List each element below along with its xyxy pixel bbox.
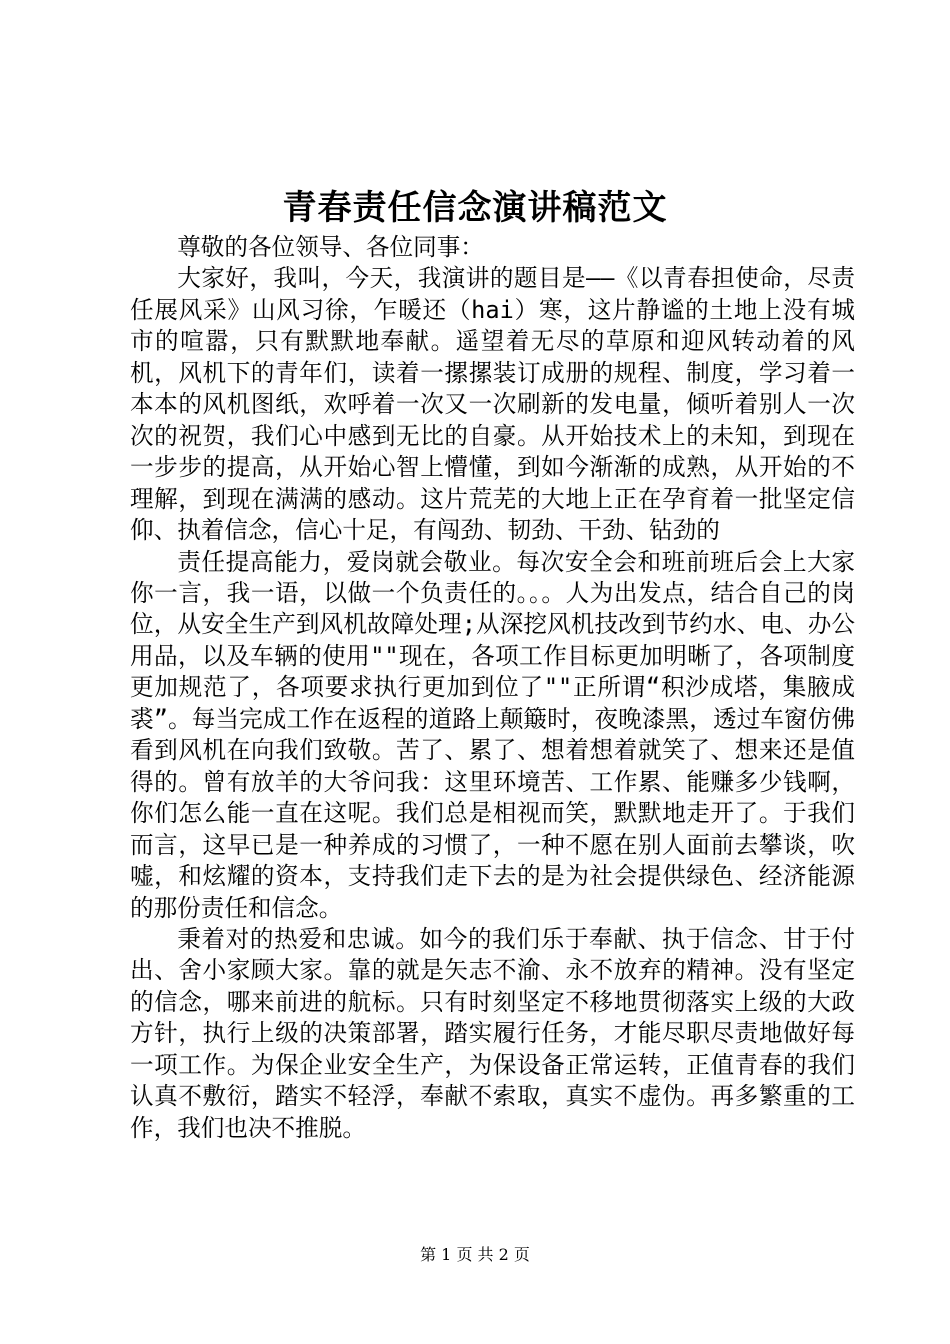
document-body	[130, 232, 855, 1144]
body-paragraph: 大家好，我叫，今天，我演讲的题目是——《以青春担使命，尽责任展风采》山风习徐，乍暖还（hai）寒，这片静谧的土地上没有城市的喧嚣，只有默默地奉献。遥望着无尽的草原和迎风转动着的风机，风机下的青年们，读着一摞摞装订成册的规程、制度，学习着一本本的风机图纸，欢呼着一次又一次刷新的发电量，倾听着别人一次次的祝贺，我们心中感到无比的自豪。从开始技术上的未知，到现在一步步的提高，从开始心智上懵懂，到如今渐渐的成熟，从开始的不理解，到现在满满的感动。这片荒芜的大地上正在孕育着一批坚定信仰、执着信念，信心十足，有闯劲、韧劲、干劲、钻劲的	[130, 264, 855, 545]
body-paragraph: 秉着对的热爱和忠诚。如今的我们乐于奉献、执于信念、甘于付出、舍小家顾大家。靠的就是矢志不渝、永不放弃的精神。没有坚定的信念，哪来前进的航标。只有时刻坚定不移地贯彻落实上级的大政方针，执行上级的决策部署，踏实履行任务，才能尽职尽责地做好每一项工作。为保企业安全生产，为保设备正常运转，正值青春的我们认真不敷衍，踏实不轻浮，奉献不索取，真实不虚伪。再多繁重的工作，我们也决不推脱。	[130, 924, 855, 1142]
page-number-footer: 第 1 页 共 2 页	[420, 1245, 530, 1264]
salutation-paragraph: 尊敬的各位领导、各位同事：	[177, 233, 484, 261]
document-title: 青春责任信念演讲稿范文	[282, 188, 668, 228]
body-paragraph: 责任提高能力，爱岗就会敬业。每次安全会和班前班后会上大家你一言，我一语，以做一个负责任的。。。人为出发点，结合自己的岗位，从安全生产到风机故障处理;从深挖风机技改到节约水、电、办公用品，以及车辆的使用""现在，各项工作目标更加明晰了，各项制度更加规范了，各项要求执行更加到位了""正所谓“积沙成塔，集腋成裘”。每当完成工作在返程的道路上颠簸时，夜晚漆黑，透过车窗仿佛看到风机在向我们致敬。苦了、累了、想着想着就笑了、想来还是值得的。曾有放羊的大爷问我：这里环境苦、工作累、能赚多少钱啊，你们怎么能一直在这呢。我们总是相视而笑，默默地走开了。于我们而言，这早已是一种养成的习惯了，一种不愿在别人面前去攀谈，吹嘘，和炫耀的资本，支持我们走下去的是为社会提供绿色、经济能源的那份责任和信念。	[130, 547, 855, 922]
